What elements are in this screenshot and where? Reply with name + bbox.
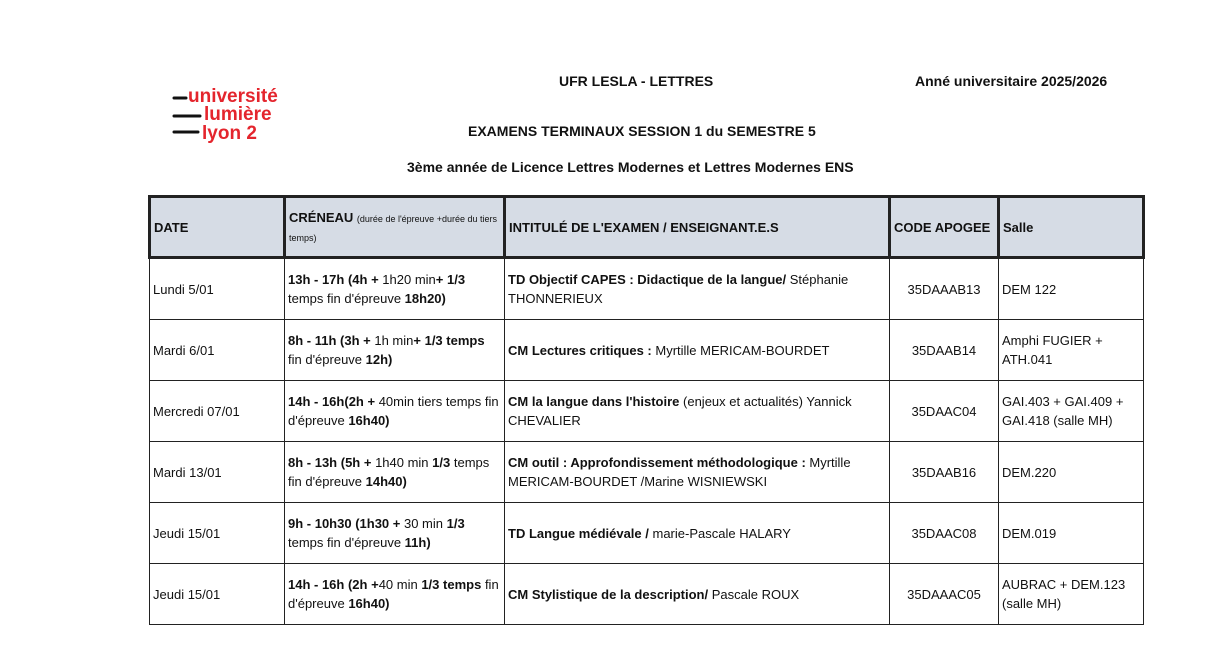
cell-salle: GAI.403 + GAI.409 + GAI.418 (salle MH) (999, 381, 1144, 442)
program-subtitle: 3ème année de Licence Lettres Modernes et Lettres Modernes ENS (407, 159, 854, 175)
exam-schedule-table (148, 195, 1145, 625)
creneau-note: (durée de l'épreuve +durée du tiers temps) (289, 214, 497, 243)
col-header-intitule: INTITULÉ DE L'EXAMEN / ENSEIGNANT.E.S (505, 197, 890, 258)
cell-salle: DEM.019 (999, 503, 1144, 564)
col-header-creneau: CRÉNEAU (durée de l'épreuve +durée du tiers temps) (285, 197, 505, 258)
col-header-salle: Salle (999, 197, 1144, 258)
table-row (150, 381, 1144, 442)
cell-creneau: 14h - 16h(2h + 40min tiers temps fin d'épreuve 16h40) (285, 381, 505, 442)
col-header-code: CODE APOGEE (890, 197, 999, 258)
cell-exam: CM la langue dans l'histoire (enjeux et actualités) Yannick CHEVALIER (505, 381, 890, 442)
cell-exam: CM outil : Approfondissement méthodologique : Myrtille MERICAM-BOURDET /Marine WISNIEWSKI (505, 442, 890, 503)
cell-exam: TD Objectif CAPES : Didactique de la langue/ Stéphanie THONNERIEUX (505, 258, 890, 320)
cell-salle: Amphi FUGIER + ATH.041 (999, 320, 1144, 381)
academic-year: Anné universitaire 2025/2026 (915, 73, 1108, 89)
logo-line-3: lyon 2 (202, 123, 257, 144)
exams-title: EXAMENS TERMINAUX SESSION 1 du SEMESTRE 5 (468, 123, 816, 139)
table-row (150, 503, 1144, 564)
table-header-row (150, 197, 1144, 258)
cell-exam: CM Stylistique de la description/ Pascale ROUX (505, 564, 890, 625)
logo-icon (170, 76, 320, 148)
university-logo (170, 76, 320, 148)
table-row (150, 442, 1144, 503)
cell-code: 35DAAAB13 (890, 258, 999, 320)
cell-code: 35DAAB14 (890, 320, 999, 381)
cell-date: Jeudi 15/01 (150, 564, 285, 625)
table-row (150, 564, 1144, 625)
cell-exam: TD Langue médiévale / marie-Pascale HALARY (505, 503, 890, 564)
logo-line-1: université (188, 86, 278, 107)
table-row (150, 320, 1144, 381)
cell-creneau: 13h - 17h (4h + 1h20 min+ 1/3 temps fin d'épreuve 18h20) (285, 258, 505, 320)
cell-date: Mercredi 07/01 (150, 381, 285, 442)
table-row (150, 258, 1144, 320)
cell-code: 35DAAB16 (890, 442, 999, 503)
logo-line-2: lumière (204, 104, 272, 125)
cell-code: 35DAAC08 (890, 503, 999, 564)
cell-date: Jeudi 15/01 (150, 503, 285, 564)
cell-creneau: 14h - 16h (2h +40 min 1/3 temps fin d'épreuve 16h40) (285, 564, 505, 625)
cell-salle: DEM.220 (999, 442, 1144, 503)
ufr-title: UFR LESLA - LETTRES (559, 73, 714, 89)
cell-salle: AUBRAC + DEM.123 (salle MH) (999, 564, 1144, 625)
cell-creneau: 9h - 10h30 (1h30 + 30 min 1/3 temps fin d'épreuve 11h) (285, 503, 505, 564)
cell-code: 35DAAAC05 (890, 564, 999, 625)
cell-creneau: 8h - 11h (3h + 1h min+ 1/3 temps fin d'épreuve 12h) (285, 320, 505, 381)
cell-salle: DEM 122 (999, 258, 1144, 320)
cell-date: Lundi 5/01 (150, 258, 285, 320)
cell-exam: CM Lectures critiques : Myrtille MERICAM-BOURDET (505, 320, 890, 381)
cell-date: Mardi 13/01 (150, 442, 285, 503)
cell-creneau: 8h - 13h (5h + 1h40 min 1/3 temps fin d'épreuve 14h40) (285, 442, 505, 503)
cell-date: Mardi 6/01 (150, 320, 285, 381)
cell-code: 35DAAC04 (890, 381, 999, 442)
col-header-date: DATE (150, 197, 285, 258)
